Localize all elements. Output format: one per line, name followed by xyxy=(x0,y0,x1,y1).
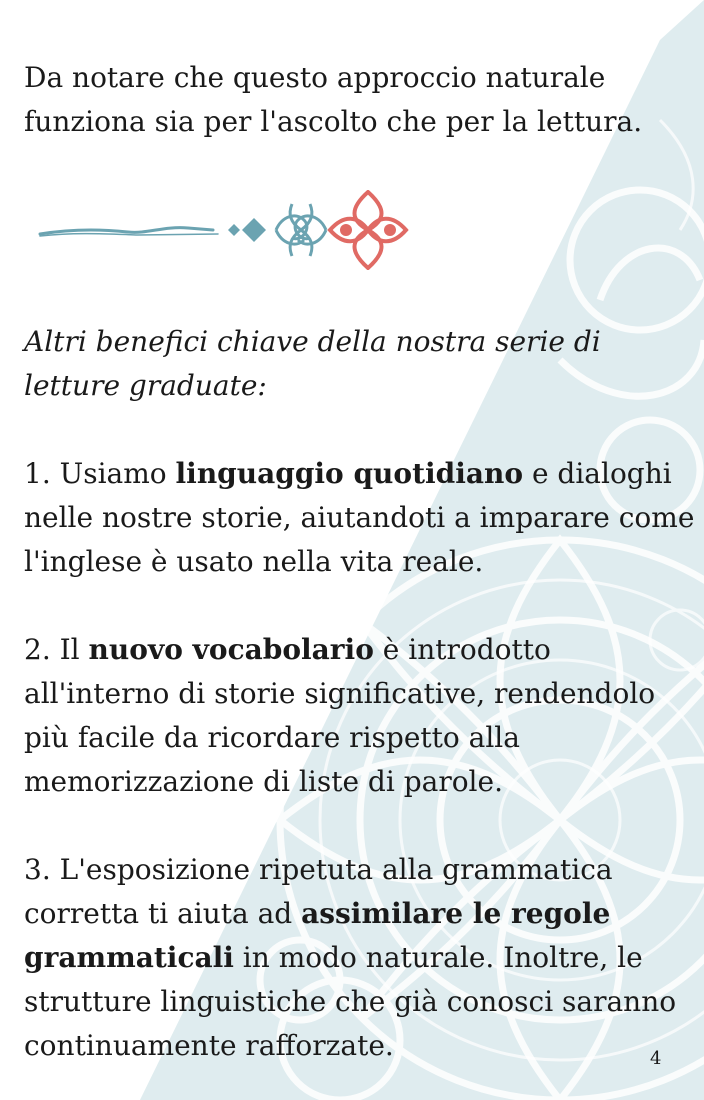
item-text-before: L'esposizione ripetuta alla grammatica corretta ti aiuta ad xyxy=(24,853,613,930)
item-highlight: assimilare le regole grammaticali xyxy=(24,897,611,974)
item-number: 2. xyxy=(24,633,51,666)
item-text-before: Il xyxy=(50,633,89,666)
page-number: 4 xyxy=(650,1048,662,1069)
benefit-item-3 xyxy=(24,848,696,1068)
item-number: 3. xyxy=(24,853,51,886)
item-number: 1. xyxy=(24,457,51,490)
intro-paragraph: Da notare che questo approccio naturale funziona sia per l'ascolto che per la lettura. xyxy=(24,61,643,138)
item-highlight: linguaggio quotidiano xyxy=(175,457,524,490)
item-highlight: nuovo vocabolario xyxy=(88,633,374,666)
item-text-before: Usiamo xyxy=(50,457,176,490)
benefit-item-1 xyxy=(24,452,696,584)
floral-divider-icon xyxy=(38,190,410,270)
item-text-after: in modo naturale. Inoltre, le strutture linguistiche che già conosci saranno continuamente rafforzate. xyxy=(24,941,677,1062)
item-text-after: è introdotto all'interno di storie significative, rendendolo più facile da ricordare rispetto alla memorizzazione di liste di parole. xyxy=(24,633,656,798)
key-benefits-heading: Altri benefici chiave della nostra serie di letture graduate: xyxy=(24,325,601,402)
benefit-item-2 xyxy=(24,628,696,804)
item-text-after: e dialoghi nelle nostre storie, aiutandoti a imparare come l'inglese è usato nella vita reale. xyxy=(24,457,695,578)
